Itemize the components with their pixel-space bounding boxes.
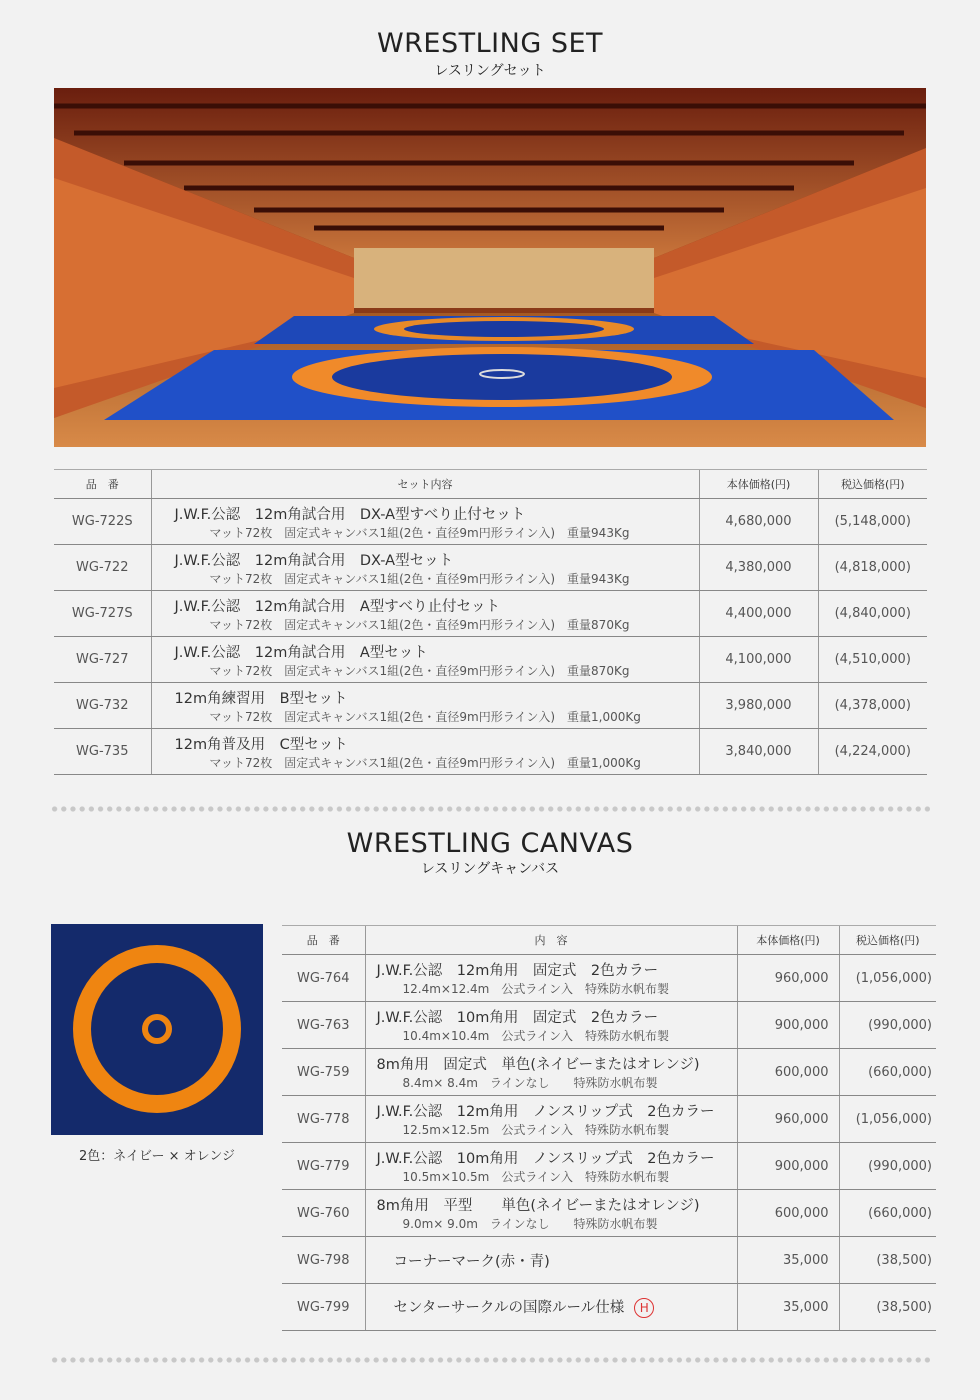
product-title: 8m角用 固定式 単色(ネイビーまたはオレンジ) <box>376 1057 700 1073</box>
product-contents <box>365 1284 737 1331</box>
table-row <box>54 545 927 591</box>
product-title: 8m角用 平型 単色(ネイビーまたはオレンジ) <box>376 1198 700 1214</box>
product-spec: マット72枚 固定式キャンバス1組(2色・直径9m円形ライン入) 重量870Kg <box>209 617 630 632</box>
product-code: WG-759 <box>282 1049 365 1096</box>
product-title: J.W.F.公認 12m角試合用 DX-A型すべり止付セット <box>174 506 526 523</box>
circled-h-icon: H <box>634 1298 654 1318</box>
header-code: 品 番 <box>282 926 365 955</box>
product-spec: 10.5m×10.5m 公式ライン入 特殊防水帆布製 <box>402 1170 670 1184</box>
product-tax-price: (38,500) <box>839 1284 936 1331</box>
product-price: 600,000 <box>737 1049 839 1096</box>
product-tax-price: (660,000) <box>839 1049 936 1096</box>
product-contents <box>151 729 699 775</box>
product-tax-price: (4,378,000) <box>818 683 927 729</box>
product-spec: マット72枚 固定式キャンバス1組(2色・直径9m円形ライン入) 重量870Kg <box>209 663 630 678</box>
product-price: 960,000 <box>737 1096 839 1143</box>
product-contents <box>365 1096 737 1143</box>
table-row <box>54 683 927 729</box>
header-tax-price: 税込価格(円) <box>818 470 927 499</box>
product-price: 4,400,000 <box>699 591 818 637</box>
header-contents: セット内容 <box>151 470 699 499</box>
product-tax-price: (660,000) <box>839 1190 936 1237</box>
product-code: WG-735 <box>54 729 151 775</box>
table-row <box>282 1143 936 1190</box>
product-title: 12m角普及用 C型セット <box>174 736 348 753</box>
product-price: 900,000 <box>737 1002 839 1049</box>
table-row <box>54 729 927 775</box>
product-tax-price: (1,056,000) <box>839 955 936 1002</box>
product-price: 600,000 <box>737 1190 839 1237</box>
table-row <box>282 955 936 1002</box>
product-contents <box>151 591 699 637</box>
canvas-table-header <box>282 926 936 955</box>
table-row <box>282 1049 936 1096</box>
set-subtitle: レスリングセット <box>434 63 546 79</box>
product-title: 12m角練習用 B型セット <box>174 690 348 707</box>
product-contents <box>151 545 699 591</box>
product-spec: 10.4m×10.4m 公式ライン入 特殊防水帆布製 <box>402 1029 670 1043</box>
product-spec: マット72枚 固定式キャンバス1組(2色・直径9m円形ライン入) 重量943Kg <box>209 571 630 586</box>
product-code: WG-763 <box>282 1002 365 1049</box>
canvas-table <box>282 925 936 1331</box>
table-row <box>54 591 927 637</box>
product-title: J.W.F.公認 10m角用 ノンスリップ式 2色カラー <box>376 1151 715 1167</box>
product-title: センターサークルの国際ルール仕様 <box>393 1300 625 1316</box>
product-contents <box>151 499 699 545</box>
table-row <box>282 1237 936 1284</box>
product-code: WG-778 <box>282 1096 365 1143</box>
product-code: WG-798 <box>282 1237 365 1284</box>
product-title: J.W.F.公認 12m角用 固定式 2色カラー <box>376 963 659 979</box>
product-code: WG-722S <box>54 499 151 545</box>
product-code: WG-779 <box>282 1143 365 1190</box>
product-tax-price: (990,000) <box>839 1002 936 1049</box>
product-code: WG-764 <box>282 955 365 1002</box>
product-tax-price: (4,840,000) <box>818 591 927 637</box>
product-price: 900,000 <box>737 1143 839 1190</box>
product-tax-price: (4,510,000) <box>818 637 927 683</box>
product-spec: マット72枚 固定式キャンバス1組(2色・直径9m円形ライン入) 重量943Kg <box>209 525 630 540</box>
product-spec: 12.4m×12.4m 公式ライン入 特殊防水帆布製 <box>402 982 670 996</box>
product-tax-price: (4,818,000) <box>818 545 927 591</box>
product-code: WG-727S <box>54 591 151 637</box>
table-row <box>54 499 927 545</box>
canvas-subtitle: レスリングキャンバス <box>420 861 560 877</box>
set-table-header <box>54 470 927 499</box>
product-contents <box>365 955 737 1002</box>
product-tax-price: (4,224,000) <box>818 729 927 775</box>
product-contents <box>365 1190 737 1237</box>
product-title: J.W.F.公認 12m角試合用 A型セット <box>174 644 428 661</box>
product-code: WG-727 <box>54 637 151 683</box>
product-price: 3,980,000 <box>699 683 818 729</box>
product-price: 3,840,000 <box>699 729 818 775</box>
product-contents <box>151 683 699 729</box>
table-row <box>282 1284 936 1331</box>
product-code: WG-799 <box>282 1284 365 1331</box>
product-tax-price: (990,000) <box>839 1143 936 1190</box>
product-title: コーナーマーク(赤・青) <box>365 1237 737 1284</box>
header-tax-price: 税込価格(円) <box>839 926 936 955</box>
header-price: 本体価格(円) <box>699 470 818 499</box>
dotted-divider <box>50 1357 930 1363</box>
product-price: 35,000 <box>737 1284 839 1331</box>
canvas-title: WRESTLING CANVAS <box>346 828 634 859</box>
product-spec: 12.5m×12.5m 公式ライン入 特殊防水帆布製 <box>402 1123 670 1137</box>
table-row <box>282 1190 936 1237</box>
product-title: J.W.F.公認 12m角用 ノンスリップ式 2色カラー <box>376 1104 715 1120</box>
gym-photo <box>54 88 926 447</box>
dotted-divider <box>50 806 930 812</box>
product-contents <box>151 637 699 683</box>
product-price: 960,000 <box>737 955 839 1002</box>
table-row <box>282 1096 936 1143</box>
swatch-caption: 2色：ネイビー × オレンジ <box>79 1149 235 1164</box>
set-title: WRESTLING SET <box>376 28 604 59</box>
product-spec: マット72枚 固定式キャンバス1組(2色・直径9m円形ライン入) 重量1,000Kg <box>209 709 641 724</box>
product-spec: 8.4m× 8.4m ラインなし 特殊防水帆布製 <box>402 1076 658 1090</box>
product-tax-price: (5,148,000) <box>818 499 927 545</box>
product-title: J.W.F.公認 12m角試合用 A型すべり止付セット <box>174 598 500 615</box>
header-contents: 内 容 <box>365 926 737 955</box>
product-price: 35,000 <box>737 1237 839 1284</box>
product-tax-price: (1,056,000) <box>839 1096 936 1143</box>
header-code: 品 番 <box>54 470 151 499</box>
product-title: J.W.F.公認 10m角用 固定式 2色カラー <box>376 1010 659 1026</box>
table-row <box>282 1002 936 1049</box>
product-code: WG-732 <box>54 683 151 729</box>
header-price: 本体価格(円) <box>737 926 839 955</box>
product-spec: 9.0m× 9.0m ラインなし 特殊防水帆布製 <box>402 1217 658 1231</box>
product-contents <box>365 1143 737 1190</box>
product-price: 4,680,000 <box>699 499 818 545</box>
product-tax-price: (38,500) <box>839 1237 936 1284</box>
table-row <box>54 637 927 683</box>
set-table <box>54 469 927 775</box>
product-spec: マット72枚 固定式キャンバス1組(2色・直径9m円形ライン入) 重量1,000Kg <box>209 755 641 770</box>
product-price: 4,380,000 <box>699 545 818 591</box>
product-contents <box>365 1002 737 1049</box>
product-contents <box>365 1049 737 1096</box>
canvas-color-swatch <box>51 924 263 1135</box>
product-price: 4,100,000 <box>699 637 818 683</box>
product-title: J.W.F.公認 12m角試合用 DX-A型セット <box>174 552 454 569</box>
product-code: WG-722 <box>54 545 151 591</box>
product-code: WG-760 <box>282 1190 365 1237</box>
